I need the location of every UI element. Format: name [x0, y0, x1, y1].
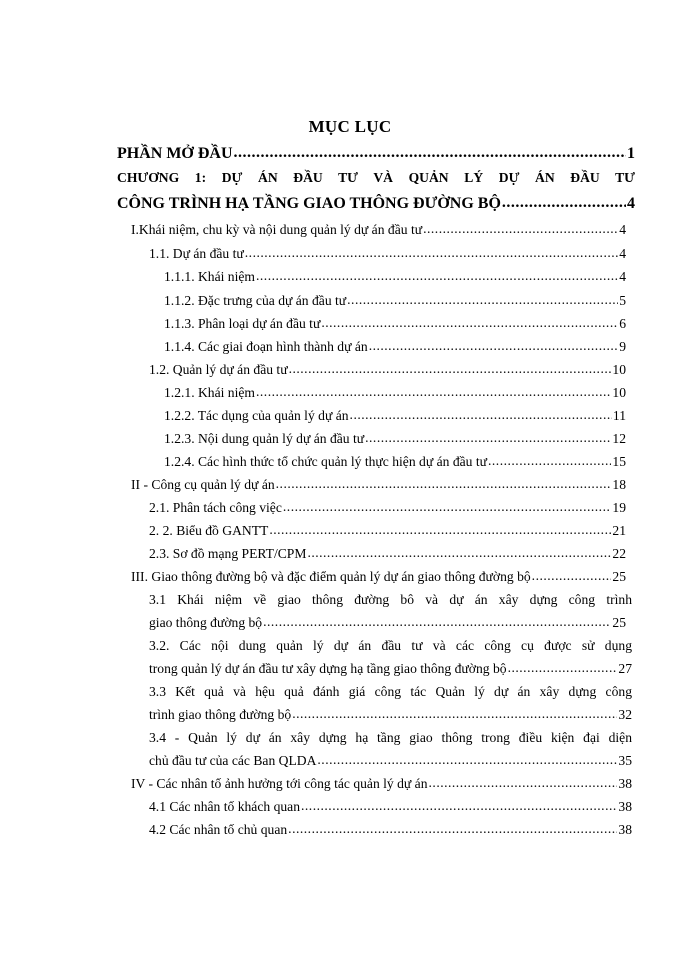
- toc-entry-4-2[interactable]: [149, 822, 632, 838]
- toc-entry-label: 2. 2. Biểu đồ GANTT: [149, 523, 269, 538]
- toc-entry-label: 1.2. Quản lý dự án đầu tư: [149, 362, 288, 377]
- toc-entry-label: IV - Các nhân tố ảnh hưởng tới công tác quản lý dự án: [131, 776, 428, 791]
- toc-entry-1-2-3[interactable]: [164, 431, 626, 447]
- toc-entry-label: 4.2 Các nhân tố chủ quan: [149, 822, 288, 837]
- toc-entry-label: II - Công cụ quản lý dự án: [131, 477, 275, 492]
- toc-entry-page: 18: [612, 477, 626, 492]
- toc-entry-1-1[interactable]: [149, 246, 626, 262]
- toc-entry-page: 38: [618, 776, 632, 791]
- toc-entry-page: 10: [612, 362, 626, 377]
- toc-entry-page: 4: [627, 195, 635, 212]
- toc-entry-label: 3.1 Khái niệm về giao thông đường bô và dự án xây dựng công trình: [149, 592, 632, 607]
- toc-entry-label: CHƯƠNG 1: DỰ ÁN ĐẦU TƯ VÀ QUẢN LÝ DỰ ÁN ĐẦU TƯ: [117, 170, 635, 185]
- toc-entry-1-2-2[interactable]: [164, 408, 626, 424]
- toc-entry-II[interactable]: [131, 477, 626, 493]
- toc-entry-label: 4.1 Các nhân tố khách quan: [149, 799, 300, 814]
- toc-entry-page: 11: [612, 408, 626, 423]
- toc-entry-page: 22: [612, 546, 626, 561]
- toc-entry-IV[interactable]: [131, 776, 632, 792]
- toc-entry-1-1-3[interactable]: [164, 316, 626, 332]
- toc-entry-label: 1.1. Dự án đầu tư: [149, 246, 244, 261]
- toc-entry-label: CÔNG TRÌNH HẠ TẦNG GIAO THÔNG ĐƯỜNG BỘ: [117, 195, 501, 212]
- toc-entry-chuong-1-line-1[interactable]: [117, 170, 635, 186]
- toc-entry-page: 25: [612, 569, 626, 584]
- toc-entry-3-4-line-1[interactable]: [149, 730, 632, 746]
- toc-entry-3-3-line-1[interactable]: [149, 684, 632, 700]
- toc-entry-1-1-2[interactable]: [164, 293, 626, 309]
- toc-entry-label: 1.2.4. Các hình thức tổ chức quản lý thực hiện dự án đầu tư: [164, 454, 487, 469]
- toc-entry-3-4-line-2[interactable]: [149, 753, 632, 769]
- toc-entry-page: 35: [618, 753, 632, 768]
- toc-entry-1-1-4[interactable]: [164, 339, 626, 355]
- toc-entry-page: 19: [612, 500, 626, 515]
- toc-entry-4-1[interactable]: [149, 799, 632, 815]
- toc-entry-label: 1.1.1. Khái niệm: [164, 269, 255, 284]
- toc-entry-page: 1: [627, 145, 635, 162]
- toc-entry-label: trình giao thông đường bộ: [149, 707, 292, 722]
- toc-entry-phan-mo-dau[interactable]: [117, 145, 635, 163]
- toc-entry-page: 38: [618, 799, 632, 814]
- toc-entry-page: 15: [612, 454, 626, 469]
- toc-entry-3-1-line-2[interactable]: [149, 615, 626, 631]
- toc-entry-1-1-1[interactable]: [164, 269, 626, 285]
- toc-entry-label: giao thông đường bộ: [149, 615, 263, 630]
- toc-entry-page: 38: [618, 822, 632, 837]
- toc-entry-page: 9: [619, 339, 626, 354]
- toc-title: MỤC LỤC: [308, 117, 392, 136]
- toc-entry-label: 2.1. Phân tách công việc: [149, 500, 282, 515]
- toc-entry-III[interactable]: [131, 569, 626, 585]
- toc-entry-page: 4: [619, 246, 626, 261]
- toc-entry-page: 5: [619, 293, 626, 308]
- toc-entry-label: 3.3 Kết quả và hệu quả đánh giá công tác Quản lý dự án xây dựng công: [149, 684, 632, 699]
- toc-entry-label: 1.2.1. Khái niệm: [164, 385, 255, 400]
- toc-entry-2-3[interactable]: [149, 546, 626, 562]
- toc-entry-page: 6: [619, 316, 626, 331]
- toc-entry-1-2-4[interactable]: [164, 454, 626, 470]
- toc-entry-I[interactable]: [131, 222, 626, 238]
- toc-entry-page: 4: [619, 222, 626, 237]
- toc-entry-page: 10: [612, 385, 626, 400]
- toc-entry-1-2[interactable]: [149, 362, 626, 378]
- toc-entry-3-2-line-2[interactable]: [149, 661, 632, 677]
- toc-entry-page: 12: [612, 431, 626, 446]
- toc-entry-label: 3.2. Các nội dung quản lý dự án đầu tư và các công cụ được sử dụng: [149, 638, 632, 653]
- toc-entry-3-3-line-2[interactable]: [149, 707, 632, 723]
- toc-entry-label: 1.1.2. Đặc trưng của dự án đầu tư: [164, 293, 347, 308]
- toc-entry-3-2-line-1[interactable]: [149, 638, 632, 654]
- toc-entry-2-1[interactable]: [149, 500, 626, 516]
- toc-entry-label: I.Khái niệm, chu kỳ và nội dung quản lý dự án đầu tư: [131, 222, 423, 237]
- toc-entry-page: 27: [618, 661, 632, 676]
- toc-entry-page: 32: [618, 707, 632, 722]
- toc-entry-label: III. Giao thông đường bộ và đặc điểm quản lý dự án giao thông đường bộ: [131, 569, 531, 584]
- toc-entry-label: chủ đầu tư của các Ban QLDA: [149, 753, 317, 768]
- toc-entry-3-1-line-1[interactable]: [149, 592, 632, 608]
- toc-entry-2-2[interactable]: [149, 523, 626, 539]
- toc-entry-label: 1.2.3. Nội dung quản lý dự án đầu tư: [164, 431, 365, 446]
- toc-entry-label: trong quản lý dự án đầu tư xây dựng hạ tầng giao thông đường bộ: [149, 661, 507, 676]
- toc-entry-label: 1.2.2. Tác dụng của quản lý dự án: [164, 408, 349, 423]
- toc-entry-label: 1.1.4. Các giai đoạn hình thành dự án: [164, 339, 368, 354]
- toc-entry-1-2-1[interactable]: [164, 385, 626, 401]
- toc-entry-label: 3.4 - Quản lý dự án xây dựng hạ tầng giao thông trong điều kiện đại diện: [149, 730, 632, 745]
- toc-entry-page: 4: [619, 269, 626, 284]
- toc-entry-label: PHẦN MỞ ĐẦU: [117, 145, 233, 162]
- toc-entry-label: 1.1.3. Phân loại dự án đầu tư: [164, 316, 321, 331]
- toc-entry-label: 2.3. Sơ đồ mạng PERT/CPM: [149, 546, 307, 561]
- toc-entry-page: 25: [612, 615, 626, 630]
- toc-entry-chuong-1-line-2[interactable]: [117, 195, 635, 213]
- toc-entry-page: 21: [612, 523, 626, 538]
